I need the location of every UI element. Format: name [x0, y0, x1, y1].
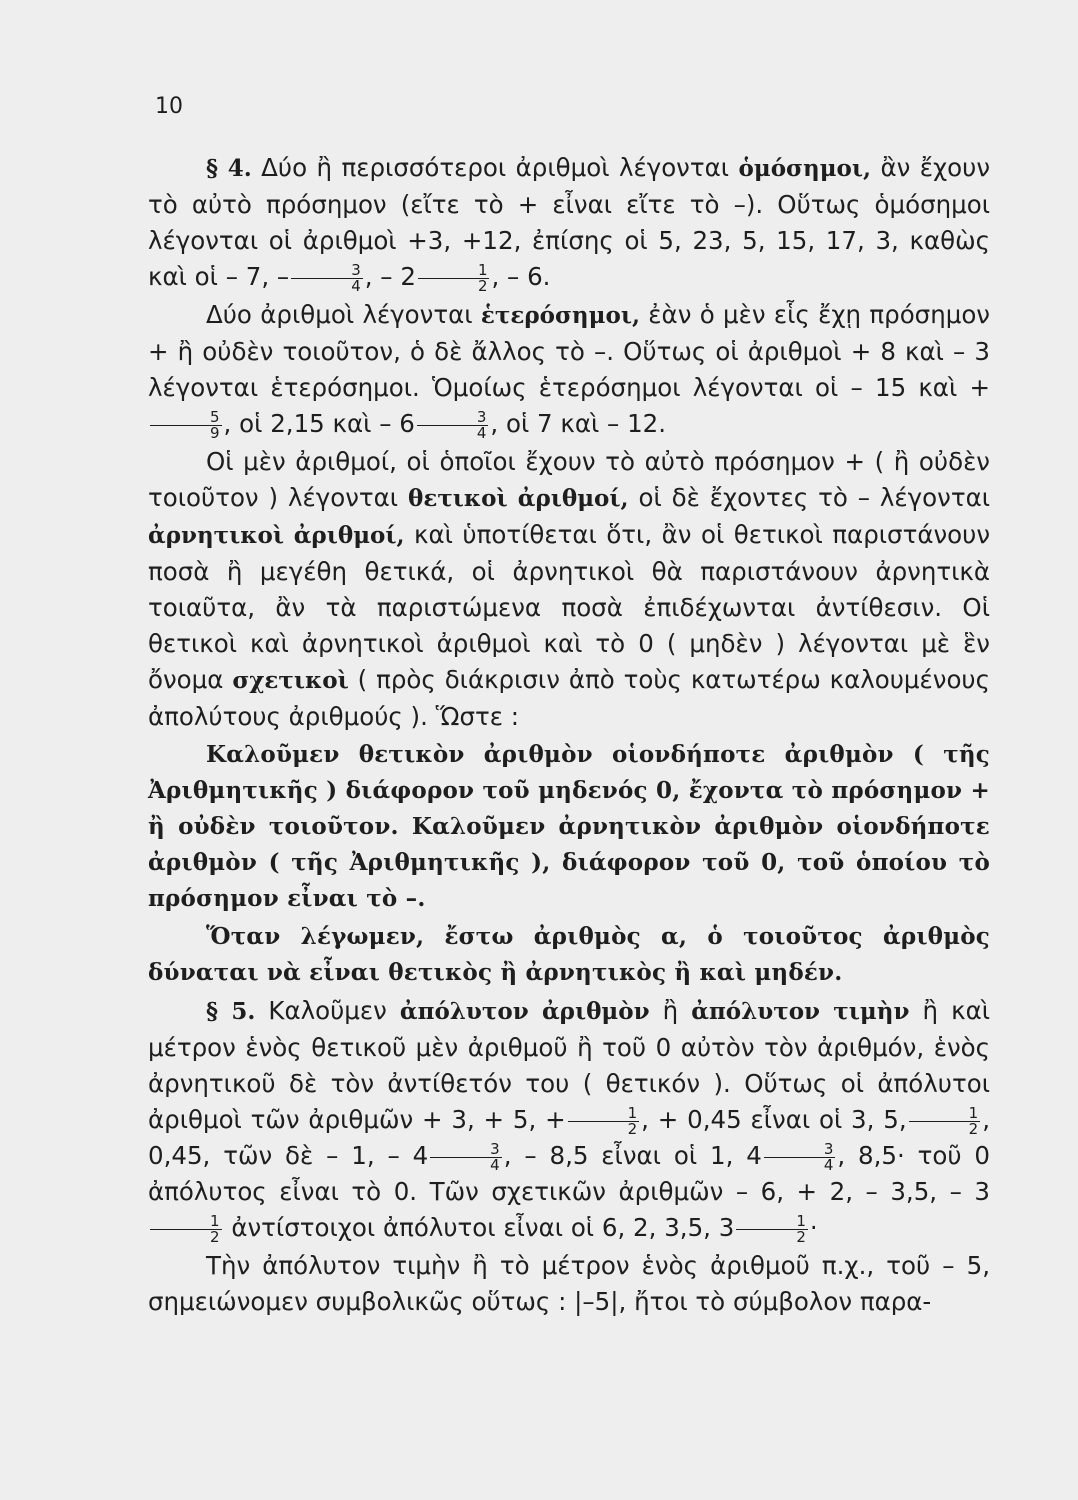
text-run: Δύο ἀριθμοὶ λέγονται — [206, 300, 481, 329]
text-run: , 0,45, τῶν δὲ – 1, – 4 — [148, 1105, 990, 1170]
fraction: $\frac{5}{9}$ — [150, 410, 222, 441]
section-4-paragraph-3 — [148, 444, 990, 735]
fraction: $\frac{3}{4}$ — [764, 1142, 836, 1173]
text-run: οἱ δὲ ἔχοντες τὸ – λέγονται — [628, 483, 991, 512]
text-run: , οἱ 2,15 καὶ – 6 — [223, 409, 415, 438]
text-run: , – 8,5 εἶναι οἱ 1, 4 — [503, 1141, 762, 1170]
section-4-paragraph-2 — [148, 297, 990, 442]
term-relative: σχετικοὶ — [232, 667, 349, 694]
definition-number-alpha: Ὅταν λέγωμεν, ἔστω ἀριθμὸς α, ὁ τοιοῦτος ἀριθμὸς δύναται νὰ εἶναι θετικὸς ἢ ἀρνητικὸς ἢ καὶ μηδέν. — [148, 923, 990, 986]
text-run: ἀντίστοιχοι ἀπόλυτοι εἶναι οἱ 6, 2, 3,5, 3 — [223, 1213, 735, 1242]
fraction: $\frac{1}{2}$ — [418, 263, 490, 294]
text-run: ἢ καὶ μέτρον ἑνὸς θετικοῦ μὲν ἀριθμοῦ ἢ τοῦ 0 αὐτὸν τὸν ἀριθμόν, ἑνὸς ἀρνητικοῦ δὲ τὸν ἀντίθετόν του ( θετικόν ). Οὕτως οἱ ἀπόλυτοι ἀριθμοὶ τῶν ἀριθμῶν + 3, + 5, + — [148, 996, 991, 1134]
term-heterosemoi: ἑτερόσημοι, — [480, 302, 640, 329]
term-homosemoi: ὁμόσημοι, — [738, 155, 872, 182]
text-run: ( πρὸς διάκρισιν ἀπὸ τοὺς κατωτέρω καλουμένους ἀπολύτους ἀριθμούς ). Ὥστε : — [148, 665, 990, 731]
section-5-paragraph-1 — [148, 993, 990, 1246]
text-run: Καλοῦμεν — [255, 996, 400, 1025]
text-run: , οἱ 7 καὶ – 12. — [490, 409, 667, 438]
fraction: $\frac{1}{2}$ — [736, 1214, 808, 1245]
text-run: , 8,5· τοῦ 0 ἀπόλυτος εἶναι τὸ 0. Τῶν σχετικῶν ἀριθμῶν – 6, + 2, – 3,5, – 3 — [148, 1141, 990, 1206]
text-run: , + 0,45 εἶναι οἱ 3, 5, — [641, 1105, 907, 1134]
term-negative-numbers: ἀρνητικοὶ ἀριθμοί, — [148, 522, 405, 549]
text-run: Δύο ἢ περισσότεροι ἀριθμοὶ λέγονται — [251, 153, 739, 182]
text-run: , – 6. — [491, 262, 551, 291]
term-positive-numbers: θετικοὶ ἀριθμοί, — [408, 485, 629, 512]
text-run: · — [809, 1213, 818, 1242]
text-run: ἂν ἔχουν τὸ αὐτὸ πρόσημον (εἴτε τὸ + εἶναι εἴτε τὸ –). Οὕτως ὁμόσημοι λέγονται οἱ ἀριθμοὶ +3, +12, ἐπίσης οἱ 5, 23, 5, 15, 17, 3, καθὼς καὶ οἱ – 7, – — [148, 153, 991, 291]
text-run: ἐὰν ὁ μὲν εἷς ἔχῃ πρόσημον + ἢ οὐδὲν τοιοῦτον, ὁ δὲ ἄλλος τὸ –. Οὕτως οἱ ἀριθμοὶ + 8 καὶ – 3 λέγονται ἑτερόσημοι. Ὁμοίως ἑτερόσημοι λέγονται οἱ – 15 καὶ + — [148, 300, 990, 402]
fraction: $\frac{3}{4}$ — [291, 263, 363, 294]
section-mark: § 5. — [206, 998, 256, 1025]
fraction: $\frac{1}{2}$ — [150, 1214, 222, 1245]
fraction: $\frac{1}{2}$ — [909, 1106, 981, 1137]
section-4-paragraph-1 — [148, 150, 990, 295]
text-run: , – 2 — [364, 262, 416, 291]
term-absolute-value: ἀπόλυτον τιμὴν — [691, 998, 910, 1025]
text-run: ἢ — [649, 996, 692, 1025]
text-run: Οἱ μὲν ἀριθμοί, οἱ ὁποῖοι ἔχουν τὸ αὐτὸ πρόσημον + ( ἢ οὐδὲν τοιοῦτον ) λέγονται — [148, 447, 990, 512]
fraction: $\frac{3}{4}$ — [417, 410, 489, 441]
text-run: καὶ ὑποτίθεται ὅτι, ἂν οἱ θετικοὶ παριστάνουν ποσὰ ἢ μεγέθη θετικά, οἱ ἀρνητικοὶ θὰ παριστάνουν ἀρνητικὰ τοιαῦτα, ἂν τὰ παριστώμενα ποσὰ ἐπιδέχωνται ἀντίθεσιν. Οἱ θετικοὶ καὶ ἀρνητικοὶ ἀριθμοὶ καὶ τὸ 0 ( μηδὲν ) λέγονται μὲ ἓν ὄνομα — [148, 520, 991, 694]
fraction: $\frac{3}{4}$ — [430, 1142, 502, 1173]
fraction: $\frac{1}{2}$ — [568, 1106, 640, 1137]
term-absolute-number: ἀπόλυτον ἀριθμὸν — [399, 998, 650, 1025]
page-body — [148, 150, 990, 1322]
page-number: 10 — [155, 94, 183, 119]
definition-positive-negative: Καλοῦμεν θετικὸν ἀριθμὸν οἱονδήποτε ἀριθμὸν ( τῆς Ἀριθμητικῆς ) διάφορον τοῦ μηδενός 0, ἔχοντα τὸ πρόσημον + ἢ οὐδὲν τοιοῦτον. Καλοῦμεν ἀρνητικὸν ἀριθμὸν οἱονδήποτε ἀριθμὸν ( τῆς Ἀριθμητικῆς ), διάφορον τοῦ 0, τοῦ ὁποίου τὸ πρόσημον εἶναι τὸ –. — [148, 741, 990, 912]
section-mark: § 4. — [206, 155, 252, 182]
section-5-paragraph-2: Τὴν ἀπόλυτον τιμὴν ἢ τὸ μέτρον ἑνὸς ἀριθμοῦ π.χ., τοῦ – 5, σημειώνομεν συμβολικῶς οὕτως : |–5|, ἤτοι τὸ σύμβολον παρα- — [148, 1251, 990, 1316]
